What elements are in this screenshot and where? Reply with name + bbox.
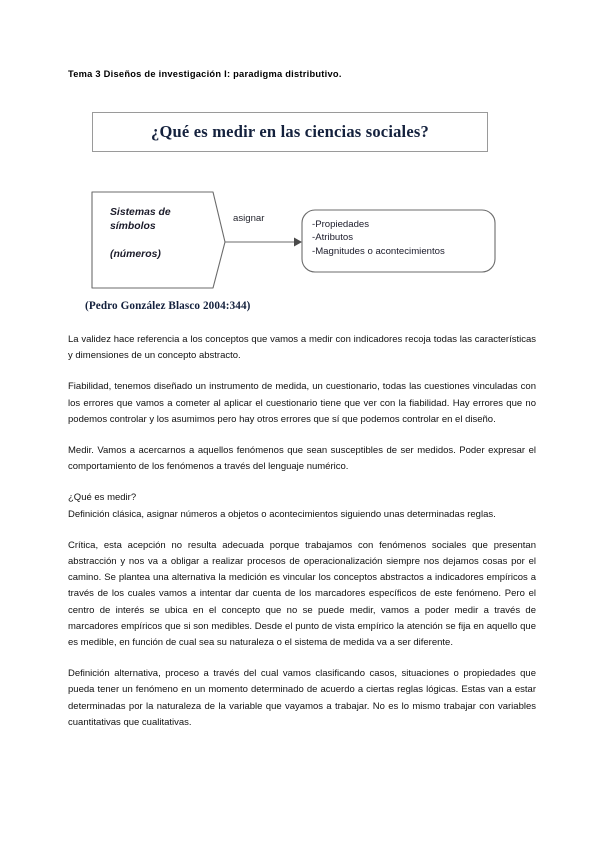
connector-arrowhead — [294, 238, 302, 247]
heading-box-text: ¿Qué es medir en las ciencias sociales? — [151, 122, 429, 141]
source-pentagon-label — [110, 206, 218, 262]
target-list-item-1: -Propiedades — [312, 219, 370, 230]
heading-box — [92, 112, 488, 152]
paragraph: Definición alternativa, proceso a través del cual vamos clasificando casos, situaciones o propiedades que pueda tener un fenómeno en un momento determinado de acuerdo a ciertas reglas lógicas. Estas van a estar determinadas por la naturaleza de la variable que vayamos a trabajar. No es lo mismo trabajar con variables cuantitativas que cualitativas. — [68, 668, 536, 728]
page-title: Tema 3 Diseños de investigación I: paradigma distributivo. — [68, 69, 342, 79]
target-box-list — [312, 218, 502, 258]
citation-text: (Pedro González Blasco 2004:344) — [85, 300, 251, 312]
paragraph: Definición clásica, asignar números a objetos o acontecimientos siguiendo unas determinadas reglas. — [68, 508, 496, 520]
target-list-item-2: -Atributos — [312, 232, 354, 244]
paragraph: La validez hace referencia a los conceptos que vamos a medir con indicadores recoja todas las características y dimensiones de un concepto abstracto. — [68, 334, 536, 362]
source-line-3: (números) — [110, 249, 161, 260]
concept-diagram — [80, 180, 520, 300]
paragraph: Fiabilidad, tenemos diseñado un instrumento de medida, un cuestionario, todas las cuestiones vinculadas con los errores que vamos a cometer al aplicar el cuestionario tiene que ver con la fiabilidad. Hay errores que no podemos controlar y los asumimos pero hay otros errores que sí que podemos controlar en el diseño. — [68, 381, 536, 425]
source-line-2: símbolos — [110, 221, 156, 232]
target-list-item-3: -Magnitudes o acontecimientos — [312, 245, 445, 257]
paragraph: Medir. Vamos a acercarnos a aquellos fenómenos que sean susceptibles de ser medidos. Poder expresar el comportamiento de los fenómenos a través del lenguaje numérico. — [68, 445, 536, 473]
paragraph-question: ¿Qué es medir? — [68, 492, 137, 504]
source-line-1: Sistemas de — [110, 207, 171, 218]
paragraph: Crítica, esta acepción no resulta adecuada porque trabajamos con fenómenos sociales que presentan abstracción y nos va a obligar a realizar procesos de operacionalización siempre nos dejamos cosas por el camino. Se plantea una alternativa la medición es vincular los conceptos abstractos a indicadores empíricos a través de los cuales vamos a intentar dar cuenta de los marcadores específicos de este fenómeno. Pero el centro de interés se ubica en el concepto que no se puede medir, vamos a poder medir a través de marcadores empíricos que si son medibles. Desde el punto de vista empírico la atención se fija en aquello que es medible, en función de cual sea su naturaleza o el sistema de medida va a ser diferente. — [68, 539, 536, 649]
body-text — [68, 332, 536, 731]
connector-label: asignar — [233, 213, 265, 224]
